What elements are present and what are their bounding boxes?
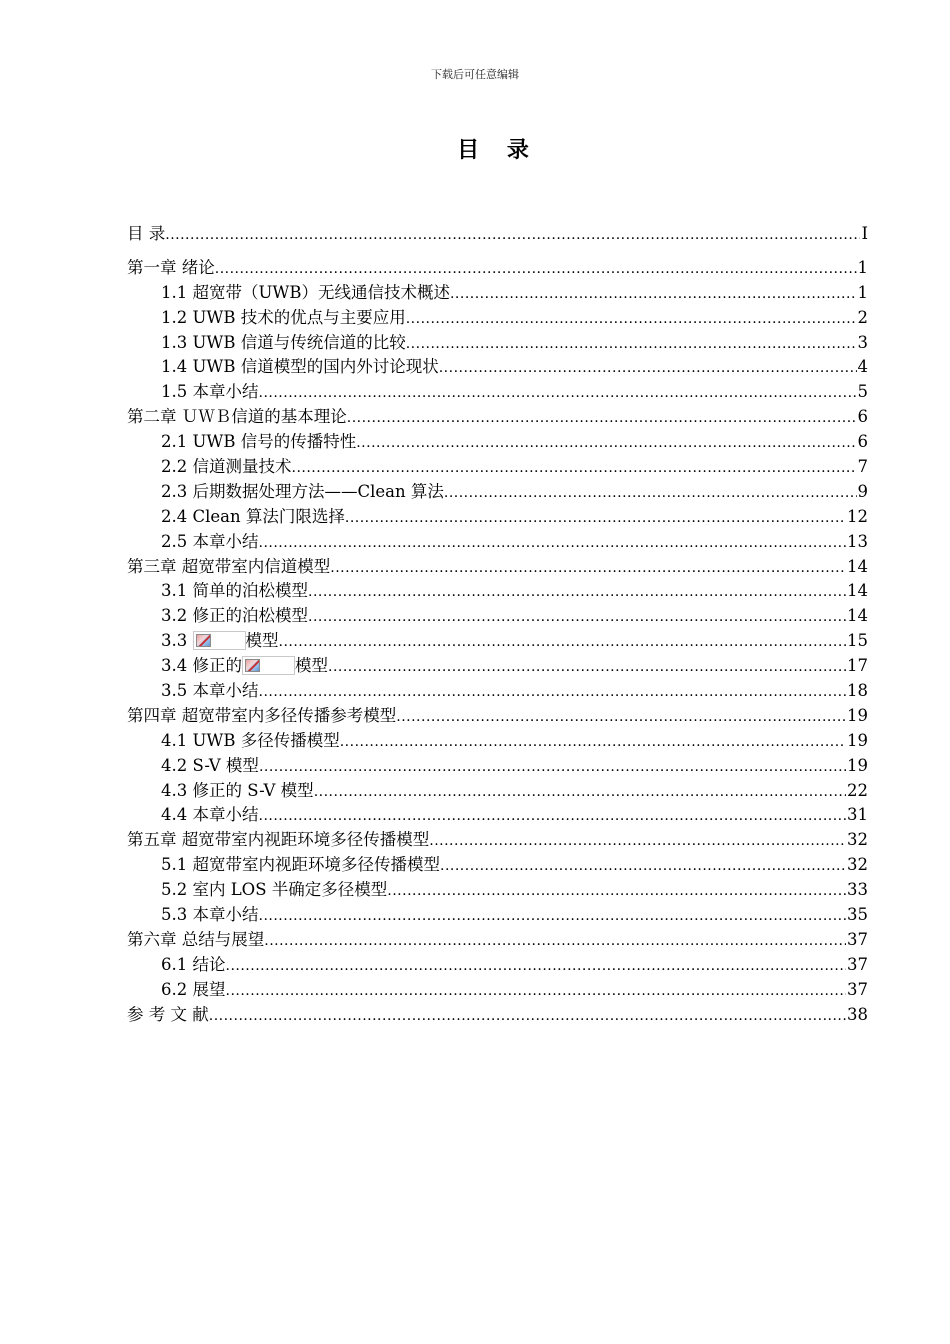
toc-entry-title-text: 6.1 结论 [161, 954, 226, 974]
toc-entry-title [161, 953, 226, 978]
toc-entry-title [161, 679, 259, 704]
toc-entry-title [161, 505, 345, 530]
toc-entry-title-suffix: 模型 [295, 656, 328, 676]
toc-entry[interactable] [127, 555, 868, 580]
toc-entry-title [161, 629, 279, 654]
toc-entry-title-text: 第二章 ＵＷＢ信道的基本理论 [127, 407, 347, 427]
toc-entry-title-text: 2.4 Clean 算法门限选择 [161, 506, 345, 526]
dot-leader [347, 405, 857, 430]
dot-leader [396, 704, 846, 729]
toc-entry-title [127, 405, 347, 430]
toc-entry[interactable] [127, 579, 868, 604]
toc-entry-title-text: 3.1 简单的泊松模型 [161, 581, 308, 601]
dot-leader [259, 903, 847, 928]
dot-leader [259, 803, 847, 828]
dot-leader [209, 1003, 846, 1028]
toc-entry-page: 7 [857, 457, 868, 477]
toc-entry[interactable] [127, 779, 868, 804]
toc-entry-title [127, 555, 330, 580]
toc-entry-page: 12 [847, 506, 868, 526]
dot-leader [279, 629, 847, 654]
toc-entry-page: 32 [847, 830, 868, 850]
dot-leader [340, 729, 846, 754]
toc-entry-title-suffix: 模型 [245, 631, 279, 651]
toc-entry-title [161, 853, 440, 878]
toc-entry-title [161, 878, 387, 903]
broken-image-icon [242, 656, 295, 675]
toc-entry-title-text: 第六章 总结与展望 [127, 929, 265, 949]
toc-entry-page: 2 [857, 307, 868, 327]
toc-entry[interactable] [127, 604, 868, 629]
toc-entry-page: 14 [847, 606, 868, 626]
toc-entry-title [161, 604, 308, 629]
toc-entry-title-text: 3.4 修正的 [161, 656, 242, 676]
toc-entry[interactable] [127, 380, 868, 405]
toc-entry-title [161, 978, 226, 1003]
broken-image-icon [193, 631, 246, 650]
dot-leader [356, 430, 856, 455]
toc-entry-page: 19 [847, 730, 868, 750]
toc-entry-title-text: 3.3 [161, 631, 193, 651]
dot-leader [406, 331, 857, 356]
toc-entry-page: 4 [857, 357, 868, 377]
toc-entry[interactable] [127, 978, 868, 1003]
dot-leader [345, 505, 846, 530]
toc-entry-page: 37 [847, 954, 868, 974]
toc-entry-page: 3 [857, 332, 868, 352]
toc-entry-title [161, 903, 259, 928]
toc-entry[interactable] [127, 430, 868, 455]
toc-entry[interactable] [127, 222, 868, 247]
toc-entry-title-text: 6.2 展望 [161, 979, 226, 999]
dot-leader [226, 978, 847, 1003]
dot-leader [308, 604, 846, 629]
toc-entry[interactable] [127, 281, 868, 306]
toc-entry-title-text: 1.2 UWB 技术的优点与主要应用 [161, 307, 406, 327]
toc-entry-page: 5 [857, 382, 868, 402]
toc-entry-title [127, 704, 396, 729]
toc-entry[interactable] [127, 828, 868, 853]
toc-entry-title [161, 779, 314, 804]
toc-entry[interactable] [127, 1003, 868, 1028]
dot-leader [406, 306, 857, 331]
toc-entry-title-text: 参 考 文 献 [127, 1004, 209, 1024]
toc-entry[interactable] [127, 704, 868, 729]
toc-entry-title-text: 3.5 本章小结 [161, 681, 259, 701]
toc-entry-title-text: 2.2 信道测量技术 [161, 457, 292, 477]
toc-entry-page: 14 [847, 581, 868, 601]
dot-leader [439, 355, 857, 380]
dot-leader [450, 281, 857, 306]
toc-entry-title-text: 1.5 本章小结 [161, 382, 259, 402]
dot-leader [440, 853, 846, 878]
dot-leader [264, 928, 846, 953]
toc-entry-title-text: 4.1 UWB 多径传播模型 [161, 730, 340, 750]
dot-leader [259, 530, 847, 555]
toc-entry-title-text: 1.1 超宽带（UWB）无线通信技术概述 [161, 282, 450, 302]
toc-entry-title [127, 1003, 209, 1028]
toc-entry-title-text: 1.3 UWB 信道与传统信道的比较 [161, 332, 406, 352]
toc-entry-page: 9 [857, 481, 868, 501]
dot-leader [444, 480, 857, 505]
toc-entry-title [161, 579, 308, 604]
toc-entry-title [127, 256, 215, 281]
toc-entry-title-text: 5.1 超宽带室内视距环境多径传播模型 [161, 855, 440, 875]
toc-entry[interactable] [127, 928, 868, 953]
toc-entry[interactable] [127, 903, 868, 928]
toc-entry-page: 6 [857, 407, 868, 427]
toc-entry-page: 14 [847, 556, 868, 576]
toc-entry-title-text: 5.3 本章小结 [161, 905, 259, 925]
dot-leader [259, 754, 846, 779]
toc-entry-title-text: 2.3 后期数据处理方法——Clean 算法 [161, 481, 444, 501]
toc-entry[interactable] [127, 256, 868, 281]
toc-entry-page: 22 [847, 780, 868, 800]
toc-entry-title [161, 306, 406, 331]
toc-entry[interactable] [127, 679, 868, 704]
toc-entry[interactable] [127, 953, 868, 978]
toc-entry[interactable] [127, 853, 868, 878]
toc-entry-title [127, 928, 264, 953]
toc-entry-page: 13 [847, 531, 868, 551]
toc-entry[interactable] [127, 480, 868, 505]
dot-leader [429, 828, 846, 853]
toc-entry[interactable] [127, 306, 868, 331]
toc-entry-title [127, 828, 429, 853]
toc-entry[interactable] [127, 754, 868, 779]
toc-entry-page: 18 [847, 681, 868, 701]
toc-entry-title [161, 754, 259, 779]
dot-leader [215, 256, 857, 281]
toc-entry-title-text: 2.5 本章小结 [161, 531, 259, 551]
toc-entry-page: 17 [847, 656, 868, 676]
toc-entry-title [127, 222, 165, 247]
toc-entry-title-text: 5.2 室内 LOS 半确定多径模型 [161, 880, 388, 900]
toc-entry[interactable] [127, 405, 868, 430]
toc-entry-title [161, 430, 356, 455]
toc-entry-page: 6 [857, 432, 868, 452]
toc-entry-title-text: 第一章 绪论 [127, 257, 215, 277]
toc-entry-page: 37 [847, 929, 868, 949]
toc-entry-title [161, 803, 259, 828]
toc-entry-title-text: 4.3 修正的 S-V 模型 [161, 780, 314, 800]
dot-leader [314, 779, 846, 804]
toc-entry-page: 1 [857, 282, 868, 302]
toc-entry-title-text: 第五章 超宽带室内视距环境多径传播模型 [127, 830, 430, 850]
dot-leader [330, 555, 846, 580]
toc-entry[interactable] [127, 455, 868, 480]
toc-entry-page: 38 [847, 1004, 868, 1024]
dot-leader [328, 654, 846, 679]
toc-entry-title-text: 3.2 修正的泊松模型 [161, 606, 308, 626]
toc-entry-title [161, 480, 444, 505]
toc-entry-title [161, 530, 259, 555]
toc-entry[interactable] [127, 729, 868, 754]
toc-entry-title [161, 455, 292, 480]
toc-entry-title [161, 654, 328, 679]
dot-leader [387, 878, 846, 903]
toc-entry[interactable] [127, 878, 868, 903]
toc-entry-page: 35 [847, 905, 868, 925]
toc-entry-title [161, 729, 340, 754]
toc-entry-title-text: 2.1 UWB 信号的传播特性 [161, 432, 357, 452]
toc-entry-title-text: 目 录 [127, 224, 166, 243]
toc-entry-title [161, 331, 406, 356]
dot-leader [308, 579, 846, 604]
dot-leader [259, 380, 857, 405]
toc-entry-title [161, 380, 259, 405]
toc-entry-page: 19 [847, 705, 868, 725]
toc-entry[interactable] [127, 654, 868, 679]
toc-entry[interactable] [127, 331, 868, 356]
page-title: 目 录 [457, 137, 539, 163]
toc-entry[interactable] [127, 629, 868, 654]
dot-leader [292, 455, 857, 480]
table-of-contents [127, 222, 868, 1028]
toc-entry-title [161, 281, 450, 306]
toc-entry-title-text: 4.4 本章小结 [161, 805, 259, 825]
dot-leader [259, 679, 847, 704]
toc-entry-title-text: 4.2 S-V 模型 [161, 755, 259, 775]
toc-entry-page: 15 [847, 631, 868, 651]
toc-entry-page: 33 [847, 880, 868, 900]
toc-entry-page: I [861, 224, 868, 243]
dot-leader [165, 222, 860, 247]
header-note: 下载后可任意编辑 [431, 68, 519, 81]
dot-leader [226, 953, 847, 978]
toc-entry-title-text: 第四章 超宽带室内多径传播参考模型 [127, 705, 397, 725]
toc-entry[interactable] [127, 355, 868, 380]
toc-entry[interactable] [127, 530, 868, 555]
toc-entry[interactable] [127, 505, 868, 530]
toc-entry-page: 37 [847, 979, 868, 999]
toc-entry-title-text: 1.4 UWB 信道模型的国内外讨论现状 [161, 357, 439, 377]
toc-entry-title-text: 第三章 超宽带室内信道模型 [127, 556, 331, 576]
toc-entry-page: 19 [847, 755, 868, 775]
toc-entry-title [161, 355, 439, 380]
toc-entry-page: 32 [847, 855, 868, 875]
toc-entry-page: 31 [847, 805, 868, 825]
toc-entry[interactable] [127, 803, 868, 828]
toc-entry-page: 1 [857, 257, 868, 277]
